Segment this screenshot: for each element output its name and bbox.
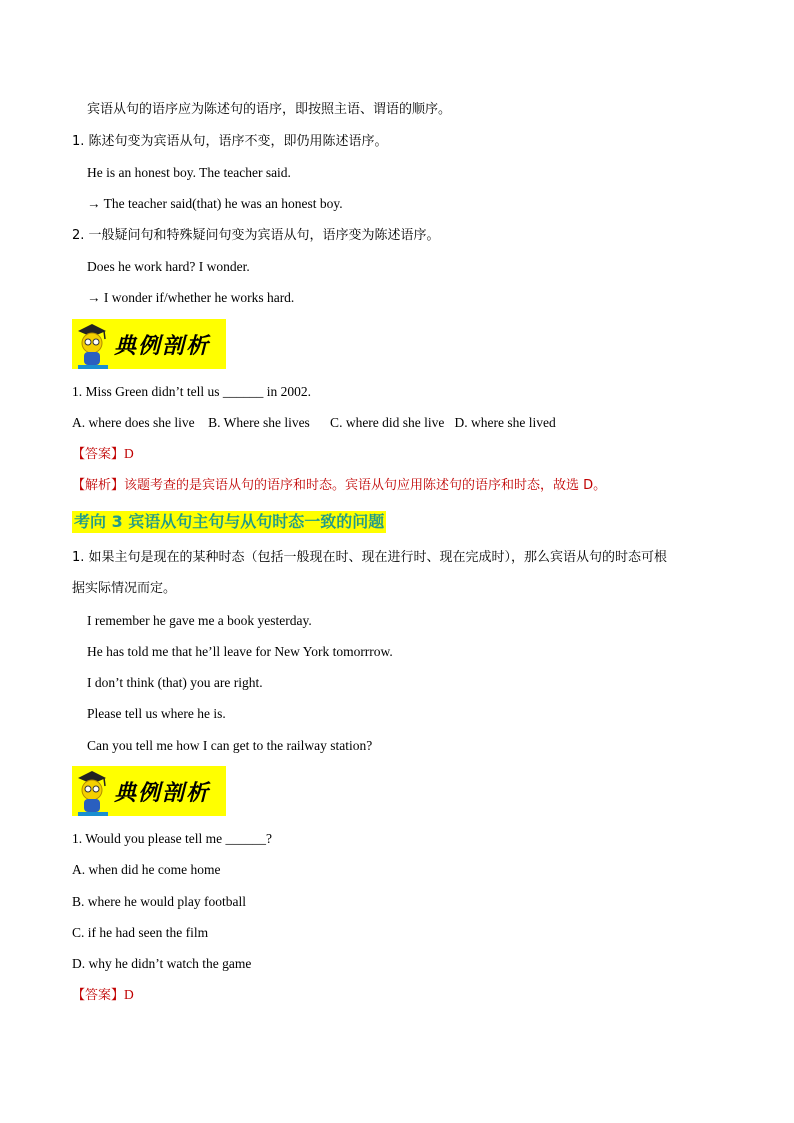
example-badge — [72, 766, 226, 816]
options-text: A. where does she live B. Where she lives C. where did she live D. where she lived — [72, 415, 556, 430]
option-a: A. when did he come home — [72, 862, 221, 877]
rule-text-cont: 据实际情况而定。 — [72, 581, 177, 596]
option-b: B. where he would play football — [72, 894, 246, 909]
example-sentence: Does he work hard? I wonder. — [87, 259, 250, 274]
answer-label: 【答案】 — [72, 447, 125, 462]
question-text: 1. Would you please tell me ______? — [72, 831, 273, 846]
analysis-label: 【解析】 — [72, 478, 125, 493]
analysis-text: 该题考查的是宾语从句的语序和时态。宾语从句应用陈述句的语序和时态，故选 D。 — [124, 478, 607, 493]
example-sentence: Please tell us where he is. — [87, 706, 226, 721]
analysis-line — [72, 478, 606, 494]
badge-title: 典例剖析 — [114, 333, 211, 359]
example-sentence: → I wonder if/whether he works hard. — [87, 290, 295, 305]
intro-text: 宾语从句的语序应为陈述句的语序，即按照主语、谓语的顺序。 — [87, 102, 452, 117]
answer-line — [72, 987, 134, 1004]
example-sentence: He is an honest boy. The teacher said. — [87, 165, 291, 180]
example-sentence: I remember he gave me a book yesterday. — [87, 613, 312, 628]
badge-title: 典例剖析 — [114, 780, 211, 806]
example-sentence: Can you tell me how I can get to the railway station? — [87, 738, 373, 753]
example-sentence: I don’t think (that) you are right. — [87, 675, 263, 690]
scholar-mascot-icon — [72, 766, 112, 816]
option-c: C. if he had seen the film — [72, 925, 209, 940]
example-sentence: → The teacher said(that) he was an honest boy. — [87, 196, 343, 211]
rule-1: 1. 陈述句变为宾语从句，语序不变，即仍用陈述语序。 — [72, 134, 388, 149]
example-sentence: He has told me that he’ll leave for New York tomorrrow. — [87, 644, 393, 659]
answer-value: D — [124, 987, 134, 1002]
answer-label: 【答案】 — [72, 988, 125, 1003]
option-d: D. why he didn’t watch the game — [72, 956, 252, 971]
section-heading: 考向 3 宾语从句主句与从句时态一致的问题 — [74, 512, 385, 531]
rule-text: 1. 如果主句是现在的某种时态（包括一般现在时、现在进行时、现在完成时），那么宾语从句的时态可根 — [72, 550, 668, 565]
example-badge — [72, 319, 226, 369]
question-text: 1. Miss Green didn’t tell us ______ in 2002. — [72, 384, 311, 399]
rule-2: 2. 一般疑问句和特殊疑问句变为宾语从句，语序变为陈述语序。 — [72, 228, 440, 243]
answer-value: D — [124, 446, 134, 461]
scholar-mascot-icon — [72, 319, 112, 369]
answer-line — [72, 446, 134, 463]
